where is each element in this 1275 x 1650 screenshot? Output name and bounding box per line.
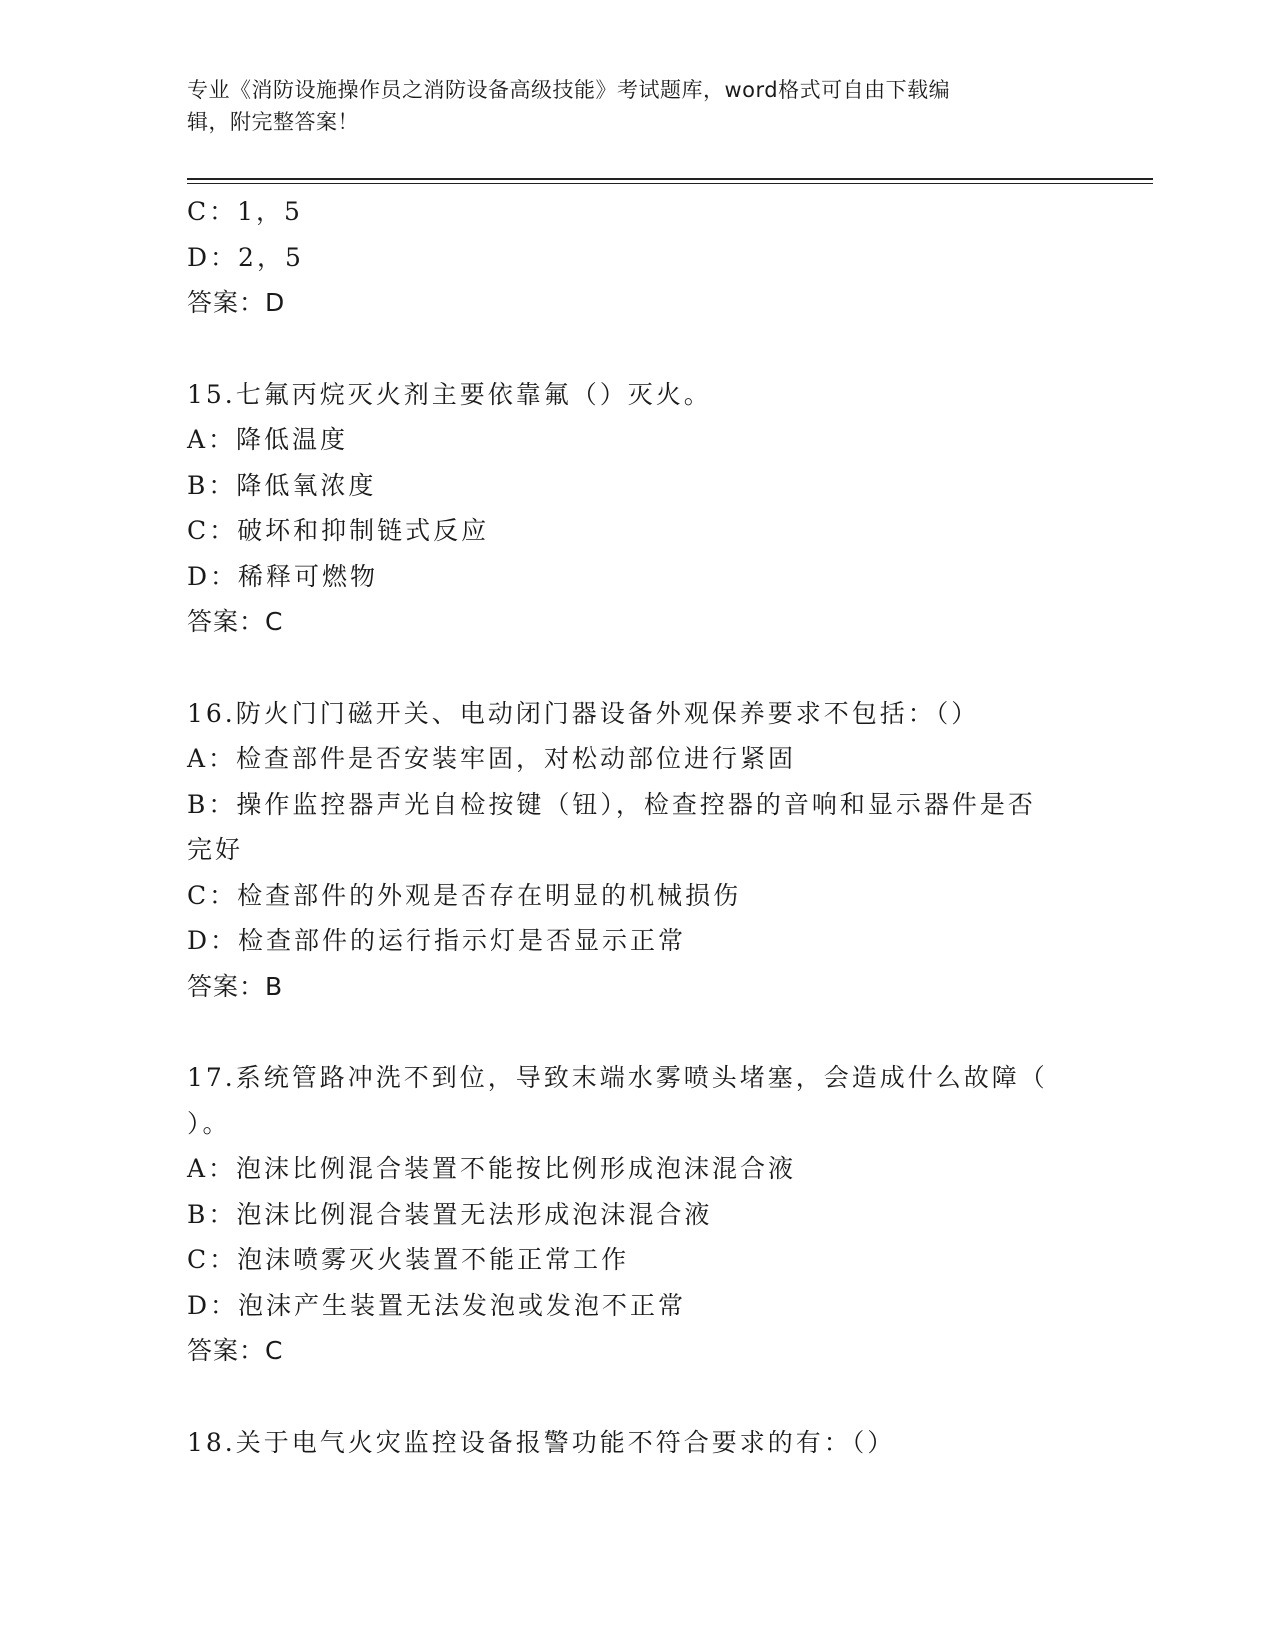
answer-line: 答案：B [187,971,284,1001]
question-stem-continued: ）。 [187,1108,231,1138]
option-d: D：泡沫产生装置无法发泡或发泡不正常 [187,1290,687,1320]
option-c: C：1，5 [187,197,303,226]
option-c: C：泡沫喷雾灭火装置不能正常工作 [187,1245,630,1274]
spacer [187,645,1087,691]
option-b-continued: 完好 [187,835,244,864]
question-stem: 15.七氟丙烷灭火剂主要依靠氟（）灭火。 [187,379,712,409]
spacer [187,1009,1087,1055]
question-stem: 18.关于电气火灾监控设备报警功能不符合要求的有：（） [187,1427,896,1457]
question-stem: 17.系统管路冲洗不到位，导致末端水雾喷头堵塞，会造成什么故障（ [187,1063,1048,1092]
option-b: B：降低氧浓度 [187,470,377,500]
answer-line: 答案：C [187,1336,284,1365]
question-15 [187,372,1087,645]
page-header [187,74,1087,138]
option-b: B：操作监控器声光自检按键（钮），检查控器的音响和显示器件是否 [187,789,1036,819]
option-d: D：2，5 [187,242,304,272]
header-rule-thin [187,183,1153,184]
header-rule-thick [187,178,1153,180]
option-d: D：检查部件的运行指示灯是否显示正常 [187,926,687,955]
option-a: A：检查部件是否安装牢固，对松动部位进行紧固 [187,744,797,773]
option-a: A：降低温度 [187,425,349,454]
spacer [187,1374,1087,1420]
option-b: B：泡沫比例混合装置无法形成泡沫混合液 [187,1199,713,1229]
header-line-2: 辑，附完整答案！ [187,110,359,134]
question-list [187,189,1087,1465]
question-16 [187,691,1087,1010]
option-c: C：检查部件的外观是否存在明显的机械损伤 [187,880,742,910]
header-line-1: 专业《消防设施操作员之消防设备高级技能》考试题库，word格式可自由下载编 [187,78,951,102]
carry-over-question [187,189,1087,326]
question-17 [187,1055,1087,1374]
question-stem: 16.防火门门磁开关、电动闭门器设备外观保养要求不包括：（） [187,698,980,728]
option-c: C：破坏和抑制链式反应 [187,516,490,545]
answer-line: 答案：C [187,607,284,636]
option-a: A：泡沫比例混合装置不能按比例形成泡沫混合液 [187,1154,797,1183]
option-d: D：稀释可燃物 [187,561,379,591]
spacer [187,326,1087,372]
question-18 [187,1420,1087,1466]
answer-line: 答案：D [187,288,286,317]
